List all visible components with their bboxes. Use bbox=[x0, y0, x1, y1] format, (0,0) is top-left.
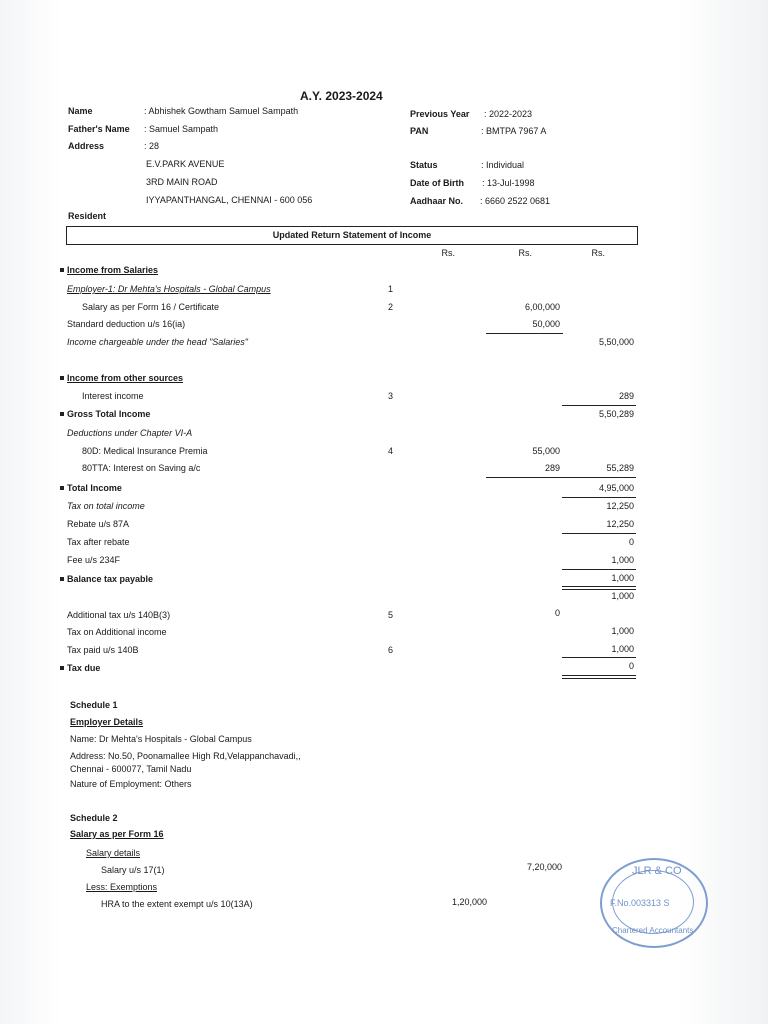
subtotal-rule bbox=[562, 405, 636, 406]
address-line-3: 3RD MAIN ROAD bbox=[146, 177, 218, 187]
previous-year-value: : 2022-2023 bbox=[484, 109, 533, 119]
80tta-value: 289 bbox=[544, 463, 560, 473]
salary-17-1-value: 7,20,000 bbox=[526, 862, 562, 872]
additional-tax-value: 0 bbox=[554, 608, 560, 618]
tax-on-total-income-value: 12,250 bbox=[606, 501, 634, 511]
father-name-label: Father's Name bbox=[68, 124, 130, 134]
chapter-via-label: Deductions under Chapter VI-A bbox=[67, 428, 193, 438]
address-line-1: : 28 bbox=[144, 141, 160, 151]
previous-year-label: Previous Year bbox=[410, 109, 470, 119]
additional-tax-label: Additional tax u/s 140B(3) bbox=[67, 610, 171, 620]
employer-1-line: Employer-1: Dr Mehta's Hospitals - Global Campus bbox=[67, 284, 271, 294]
double-rule-top bbox=[562, 675, 636, 676]
less-exemptions-heading: Less: Exemptions bbox=[86, 882, 158, 892]
bullet-icon bbox=[60, 412, 64, 416]
father-name-value: : Samuel Sampath bbox=[144, 124, 219, 134]
address-line-2: E.V.PARK AVENUE bbox=[146, 159, 225, 169]
salary-chargeable-label: Income chargeable under the head "Salaries" bbox=[67, 337, 249, 347]
dob-label: Date of Birth bbox=[410, 178, 464, 188]
tax-on-total-income-label: Tax on total income bbox=[67, 501, 145, 511]
80d-label: 80D: Medical Insurance Premia bbox=[82, 446, 208, 456]
double-rule-bottom bbox=[562, 589, 636, 590]
bullet-icon bbox=[60, 666, 64, 670]
hra-exempt-label: HRA to the extent exempt u/s 10(13A) bbox=[101, 899, 253, 909]
gross-total-income-label: Gross Total Income bbox=[67, 409, 151, 419]
stamp-registration: F.No.003313 S bbox=[610, 898, 670, 908]
address-label: Address bbox=[68, 141, 105, 151]
via-total-value: 55,289 bbox=[606, 463, 634, 473]
stamp-firm-name: JLR & CO bbox=[632, 865, 682, 877]
salary-form16-heading: Salary as per Form 16 bbox=[70, 829, 164, 839]
double-rule-bottom bbox=[562, 678, 636, 679]
bullet-icon bbox=[60, 376, 64, 380]
ref-5: 5 bbox=[388, 610, 394, 620]
subtotal-rule bbox=[486, 333, 563, 334]
fee-234f-value: 1,000 bbox=[611, 555, 634, 565]
other-sources-heading: Income from other sources bbox=[67, 373, 184, 383]
balance-tax-payable-value-2: 1,000 bbox=[611, 591, 634, 601]
total-income-label: Total Income bbox=[67, 483, 122, 493]
salary-form16-label: Salary as per Form 16 / Certificate bbox=[82, 302, 220, 312]
ref-1: 1 bbox=[388, 284, 394, 294]
ref-2: 2 bbox=[388, 302, 394, 312]
status-value: : Individual bbox=[481, 160, 525, 170]
employment-nature: Nature of Employment: Others bbox=[70, 779, 192, 789]
address-line-4: IYYAPANTHANGAL, CHENNAI - 600 056 bbox=[146, 195, 313, 205]
dob-value: : 13-Jul-1998 bbox=[482, 178, 535, 188]
pan-value: : BMTPA 7967 A bbox=[481, 126, 547, 136]
balance-tax-payable-label: Balance tax payable bbox=[67, 574, 154, 584]
name-value: : Abhishek Gowtham Samuel Sampath bbox=[144, 106, 299, 116]
salary-17-1-label: Salary u/s 17(1) bbox=[101, 865, 165, 875]
schedule-1-heading: Schedule 1 bbox=[70, 700, 118, 710]
resident-status: Resident bbox=[68, 211, 107, 221]
tax-paid-140b-label: Tax paid u/s 140B bbox=[67, 645, 139, 655]
bullet-icon bbox=[60, 577, 64, 581]
tax-on-additional-income-label: Tax on Additional income bbox=[67, 627, 167, 637]
ref-4: 4 bbox=[388, 446, 394, 456]
tax-after-rebate-label: Tax after rebate bbox=[67, 537, 130, 547]
employer-name: Name: Dr Mehta's Hospitals - Global Campus bbox=[70, 734, 252, 744]
hra-exempt-value: 1,20,000 bbox=[451, 897, 487, 907]
schedule-2-heading: Schedule 2 bbox=[70, 813, 118, 823]
standard-deduction-label: Standard deduction u/s 16(ia) bbox=[67, 319, 186, 329]
employer-details-heading: Employer Details bbox=[70, 717, 144, 727]
tax-after-rebate-value: 0 bbox=[628, 537, 634, 547]
tax-on-additional-income-value: 1,000 bbox=[611, 626, 634, 636]
aadhaar-label: Aadhaar No. bbox=[410, 196, 464, 206]
bullet-icon bbox=[60, 268, 64, 272]
subtotal-rule bbox=[562, 497, 636, 498]
employer-address-1: Address: No.50, Poonamallee High Rd,Velappanchavadi,, bbox=[70, 751, 301, 761]
salary-form16-value: 6,00,000 bbox=[524, 302, 560, 312]
80tta-label: 80TTA: Interest on Saving a/c bbox=[82, 463, 201, 473]
interest-income-value: 289 bbox=[618, 391, 634, 401]
tax-due-label: Tax due bbox=[67, 663, 101, 673]
subtotal-rule bbox=[486, 477, 636, 478]
column-header-3: Rs. bbox=[591, 248, 605, 258]
balance-tax-payable-value: 1,000 bbox=[611, 573, 634, 583]
standard-deduction-value: 50,000 bbox=[532, 319, 560, 329]
ca-stamp bbox=[600, 858, 708, 948]
column-header-1: Rs. bbox=[441, 248, 455, 258]
bullet-icon bbox=[60, 486, 64, 490]
total-income-value: 4,95,000 bbox=[598, 483, 634, 493]
tax-due-value: 0 bbox=[628, 661, 634, 671]
status-label: Status bbox=[410, 160, 438, 170]
interest-income-label: Interest income bbox=[82, 391, 144, 401]
name-label: Name bbox=[68, 106, 93, 116]
tax-paid-140b-value: 1,000 bbox=[611, 644, 634, 654]
employer-address-2: Chennai - 600077, Tamil Nadu bbox=[70, 764, 192, 774]
subtotal-rule bbox=[562, 569, 636, 570]
ref-3: 3 bbox=[388, 391, 394, 401]
subtotal-rule bbox=[562, 657, 636, 658]
stamp-designation: Chartered Accountants bbox=[612, 926, 694, 935]
salary-chargeable-value: 5,50,000 bbox=[598, 337, 634, 347]
column-header-2: Rs. bbox=[518, 248, 532, 258]
aadhaar-value: : 6660 2522 0681 bbox=[480, 196, 551, 206]
ref-6: 6 bbox=[388, 645, 394, 655]
salaries-heading: Income from Salaries bbox=[67, 265, 159, 275]
salary-details-heading: Salary details bbox=[86, 848, 141, 858]
statement-title-box bbox=[66, 226, 638, 245]
assessment-year-title: A.Y. 2023-2024 bbox=[300, 89, 383, 103]
rebate-87a-label: Rebate u/s 87A bbox=[67, 519, 130, 529]
gross-total-income-value: 5,50,289 bbox=[598, 409, 634, 419]
fee-234f-label: Fee u/s 234F bbox=[67, 555, 121, 565]
80d-value: 55,000 bbox=[532, 446, 560, 456]
statement-title: Updated Return Statement of Income bbox=[272, 230, 432, 240]
rebate-87a-value: 12,250 bbox=[606, 519, 634, 529]
subtotal-rule bbox=[562, 533, 636, 534]
pan-label: PAN bbox=[410, 126, 429, 136]
double-rule-top bbox=[562, 586, 636, 587]
